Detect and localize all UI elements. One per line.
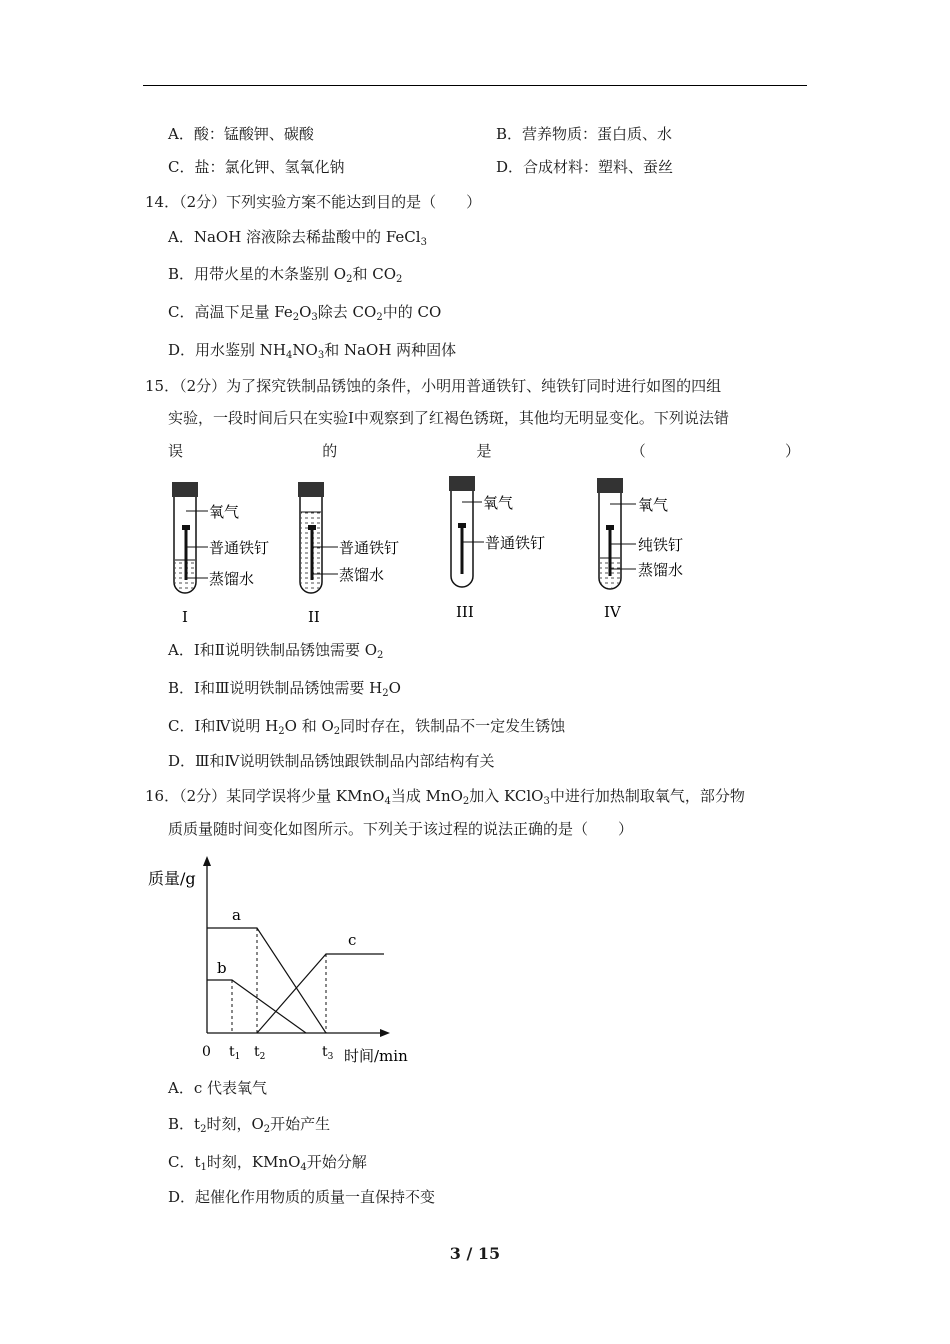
q15-option-d[interactable]: D．Ⅲ和Ⅳ说明铁制品锈蚀跟铁制品内部结构有关	[168, 752, 495, 770]
q16-option-a[interactable]: A．c 代表氧气	[168, 1079, 268, 1097]
q14-option-d[interactable]: D．用水鉴别 $NH_4NO_3$和 NaOH 两种固体	[168, 341, 457, 361]
test-tube-figure	[160, 476, 720, 626]
q14-stem: 14．（2分）下列实验方案不能达到目的是（ ）	[145, 193, 482, 211]
x-tick-t3: $t_3$	[322, 1044, 334, 1062]
q16-option-c[interactable]: C．$t_1$时刻，KMnO$_4$开始分解	[168, 1153, 367, 1173]
tube-4-bottom-label: 蒸馏水	[638, 561, 684, 579]
q14-option-c[interactable]: C．高温下足量 $Fe_2O_3$除去 $CO_2$中的 CO	[168, 303, 442, 323]
tube-2-bottom-label: 蒸馏水	[339, 566, 385, 584]
tube-1-roman: I	[182, 608, 188, 626]
tube-1-mid-label: 普通铁钉	[209, 539, 270, 557]
tube-1-bottom-label: 蒸馏水	[209, 570, 255, 588]
q15-option-b[interactable]: B．Ⅰ和Ⅲ说明铁制品锈蚀需要 $H_2O$	[168, 679, 401, 699]
q16-stem-line1: 16．（2分）某同学误将少量 KMnO$_4$当成 MnO$_2$加入 KClO$_3$中进行加热制取氧气，部分物	[145, 787, 745, 807]
q16-option-b[interactable]: B．$t_2$时刻，$O_2$开始产生	[168, 1115, 331, 1135]
tube-2-mid-label: 普通铁钉	[339, 539, 400, 557]
q13-option-d[interactable]: D．合成材料：塑料、蚕丝	[496, 158, 674, 176]
tube-2	[298, 482, 399, 626]
series-c-line	[257, 954, 384, 1033]
tube-4-mid-label: 纯铁钉	[638, 536, 684, 554]
tube-3-roman: III	[456, 603, 474, 621]
series-a-label: a	[232, 906, 241, 924]
x-axis-arrow	[380, 1029, 390, 1037]
q14-option-b[interactable]: B．用带火星的木条鉴别 $O_2$和 $CO_2$	[168, 265, 403, 285]
q15-stem-line3: 误 的 是 （ ）	[168, 442, 800, 460]
q16-option-d[interactable]: D．起催化作用物质的质量一直保持不变	[168, 1188, 436, 1206]
mass-time-graph	[140, 856, 430, 1071]
tube-3-mid-label: 普通铁钉	[485, 534, 546, 552]
q15-option-a[interactable]: A．Ⅰ和Ⅱ说明铁制品锈蚀需要 $O_2$	[168, 641, 384, 661]
y-axis-arrow	[203, 856, 211, 866]
tube-4-top-label: 氧气	[638, 496, 669, 514]
page-number: 3 / 15	[449, 1244, 501, 1263]
tube-4	[597, 478, 683, 621]
tube-4-roman: IV	[604, 603, 621, 621]
x-axis-label: 时间/min	[344, 1047, 408, 1065]
q15-stem-line2: 实验，一段时间后只在实验Ⅰ中观察到了红褐色锈斑，其他均无明显变化。下列说法错	[168, 409, 729, 427]
q15-stem-line1: 15．（2分）为了探究铁制品锈蚀的条件，小明用普通铁钉、纯铁钉同时进行如图的四组	[145, 377, 722, 395]
y-axis-label: 质量/g	[148, 869, 196, 888]
tube-1-top-label: 氧气	[209, 503, 240, 521]
series-b-label: b	[217, 959, 227, 977]
q13-option-c[interactable]: C．盐：氯化钾、氢氧化钠	[168, 158, 345, 176]
x-tick-0: 0	[202, 1044, 211, 1060]
tube-2-roman: II	[308, 608, 320, 626]
q14-option-a[interactable]: A．NaOH 溶液除去稀盐酸中的 FeCl$_3$	[168, 228, 427, 248]
tube-3-top-label: 氧气	[483, 494, 514, 512]
tube-1	[172, 482, 269, 626]
q13-option-a[interactable]: A．酸：锰酸钾、碳酸	[168, 125, 314, 143]
series-c-label: c	[348, 931, 357, 949]
x-tick-t1: $t_1$	[229, 1044, 241, 1062]
x-tick-t2: $t_2$	[254, 1044, 266, 1062]
q15-option-c[interactable]: C．Ⅰ和Ⅳ说明 $H_2O$ 和 $O_2$同时存在，铁制品不一定发生锈蚀	[168, 717, 566, 737]
q16-stem-line2: 质质量随时间变化如图所示。下列关于该过程的说法正确的是（ ）	[168, 820, 634, 838]
tube-3	[449, 476, 545, 621]
q13-option-b[interactable]: B．营养物质：蛋白质、水	[496, 125, 673, 143]
header-rule	[143, 85, 807, 86]
